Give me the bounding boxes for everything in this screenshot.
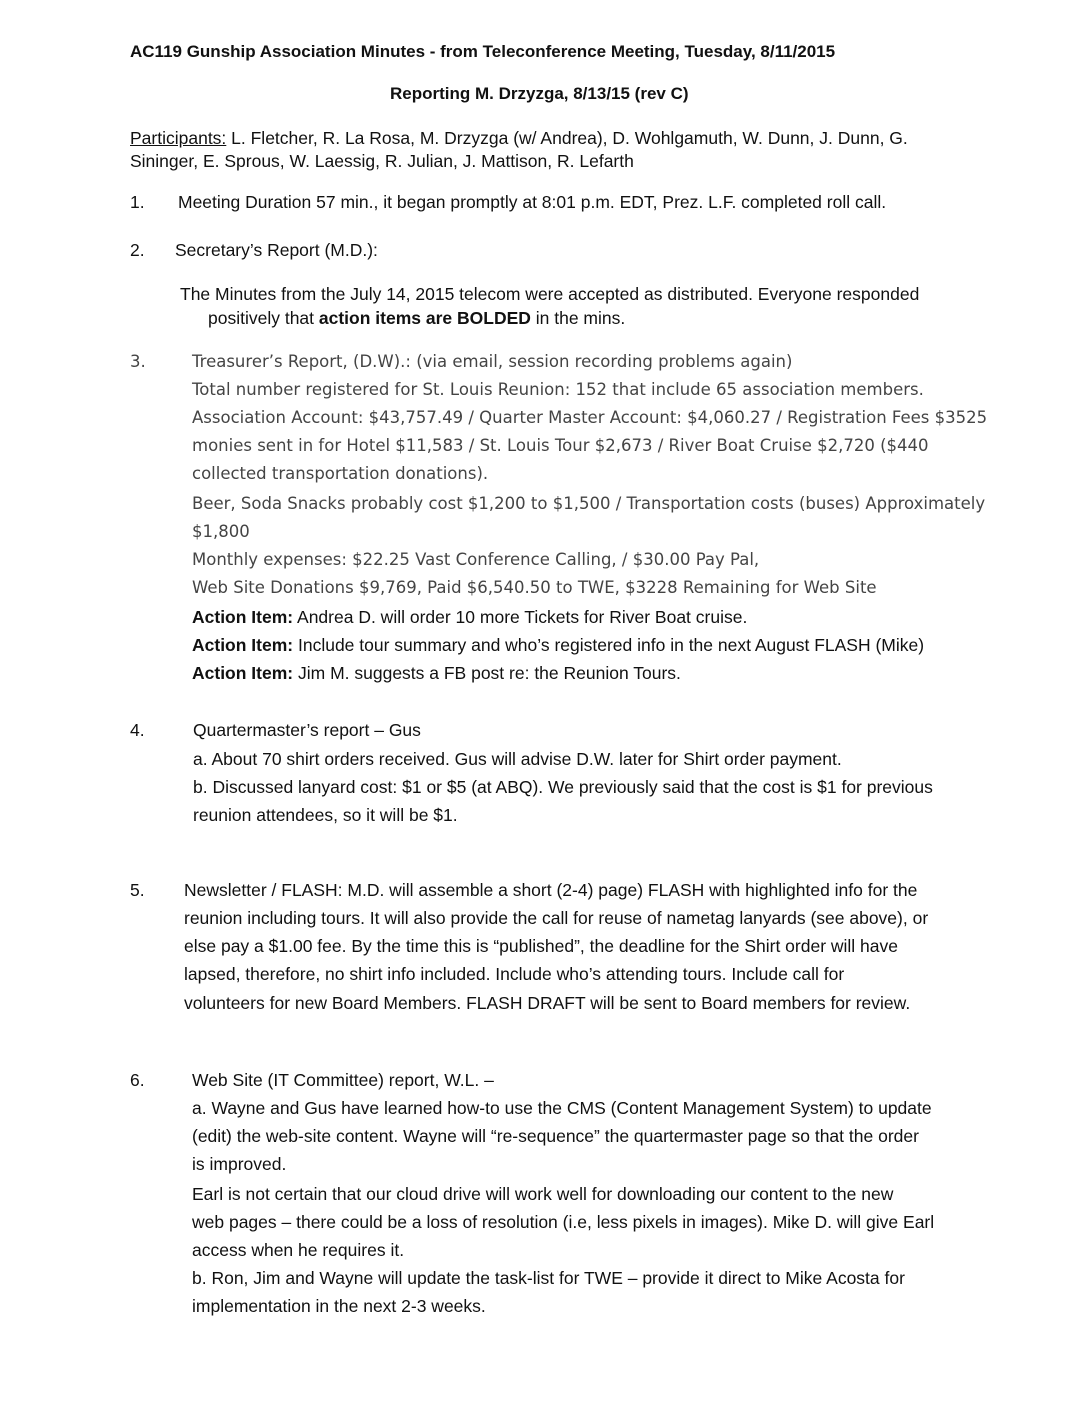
item-3-number: 3. (130, 352, 146, 371)
item-2-bold-phrase: action items are BOLDED (318, 308, 531, 328)
action-item-2-text: Include tour summary and who’s registered info in the next August FLASH (Mike) (293, 635, 925, 655)
item-2-heading: Secretary’s Report (M.D.): (175, 240, 378, 260)
participants-line-2: Sininger, E. Sprous, W. Laessig, R. Julian, J. Mattison, R. Lefarth (130, 151, 634, 171)
item-3-line-8: Web Site Donations $9,769, Paid $6,540.50 to TWE, $3228 Remaining for Web Site (192, 578, 877, 597)
item-6-a-line-2: (edit) the web-site content. Wayne will “re-sequence” the quartermaster page so that the order (192, 1126, 919, 1146)
item-3-line-7: Monthly expenses: $22.25 Vast Conference Calling, / $30.00 Pay Pal, (192, 550, 760, 569)
item-3-heading: Treasurer’s Report, (D.W).: (via email, session recording problems again) (192, 352, 793, 371)
item-2-line-1: The Minutes from the July 14, 2015 telecom were accepted as distributed. Everyone responded (180, 284, 920, 304)
item-5-line-1: Newsletter / FLASH: M.D. will assemble a short (2-4) page) FLASH with highlighted info for the (184, 880, 918, 900)
item-3-line-6: $1,800 (192, 522, 250, 541)
item-2-line-2c: in the mins. (530, 308, 626, 328)
document-subtitle: Reporting M. Drzyzga, 8/13/15 (rev C) (390, 84, 689, 103)
item-6-heading: Web Site (IT Committee) report, W.L. – (192, 1070, 494, 1090)
item-3-line-1: Total number registered for St. Louis Reunion: 152 that include 65 association members. (192, 380, 924, 399)
item-1-text: Meeting Duration 57 min., it began promptly at 8:01 p.m. EDT, Prez. L.F. completed roll call. (178, 192, 887, 212)
participants-text-1: L. Fletcher, R. La Rosa, M. Drzyzga (w/ Andrea), D. Wohlgamuth, W. Dunn, J. Dunn, G. (226, 128, 908, 148)
item-3-line-3: monies sent in for Hotel $11,583 / St. Louis Tour $2,673 / River Boat Cruise $2,720 ($440 (192, 436, 929, 455)
item-2-number: 2. (130, 240, 145, 260)
action-item-1-text: Andrea D. will order 10 more Tickets for River Boat cruise. (293, 607, 748, 627)
action-item-1 (192, 603, 747, 631)
item-5-line-3: else pay a $1.00 fee. By the time this is “published”, the deadline for the Shirt order will have (184, 936, 899, 956)
item-6-a-line-3: is improved. (192, 1154, 287, 1174)
action-item-2 (192, 631, 924, 659)
item-3-line-5: Beer, Soda Snacks probably cost $1,200 to $1,500 / Transportation costs (buses) Approximately (192, 494, 986, 513)
item-6-b-line-1: b. Ron, Jim and Wayne will update the task-list for TWE – provide it direct to Mike Acosta for (192, 1268, 905, 1288)
document-title: AC119 Gunship Association Minutes - from Teleconference Meeting, Tuesday, 8/11/2015 (130, 42, 836, 61)
item-3-line-4: collected transportation donations). (192, 464, 489, 483)
item-6-earl-line-3: access when he requires it. (192, 1240, 405, 1260)
item-5-line-2: reunion including tours. It will also provide the call for reuse of nametag lanyards (see above), or (184, 908, 929, 928)
item-5-line-4: lapsed, therefore, no shirt info included. Include who’s attending tours. Include call for (184, 964, 845, 984)
item-4-a: a. About 70 shirt orders received. Gus will advise D.W. later for Shirt order payment. (193, 749, 842, 769)
item-6-a-line-1: a. Wayne and Gus have learned how-to use the CMS (Content Management System) to update (192, 1098, 932, 1118)
item-6-number: 6. (130, 1070, 145, 1090)
participants-label: Participants: (130, 128, 227, 148)
item-1-number: 1. (130, 192, 145, 212)
action-item-3-label: Action Item: (192, 663, 294, 683)
item-5-line-5: volunteers for new Board Members. FLASH DRAFT will be sent to Board members for review. (184, 993, 911, 1013)
action-item-3 (192, 659, 681, 687)
item-4-b-line-2: reunion attendees, so it will be $1. (193, 805, 458, 825)
item-6-b-line-2: implementation in the next 2-3 weeks. (192, 1296, 486, 1316)
action-item-2-label: Action Item: (192, 635, 294, 655)
item-3-line-2: Association Account: $43,757.49 / Quarter Master Account: $4,060.27 / Registration Fees $3525 (192, 408, 988, 427)
action-item-3-text: Jim M. suggests a FB post re: the Reunion Tours. (293, 663, 681, 683)
item-4-heading: Quartermaster’s report – Gus (193, 720, 421, 740)
item-2-line-2 (208, 304, 625, 332)
item-6-earl-line-2: web pages – there could be a loss of resolution (i.e, less pixels in images). Mike D. will give Earl (192, 1212, 935, 1232)
item-6-earl-line-1: Earl is not certain that our cloud drive will work well for downloading our content to the new (192, 1184, 894, 1204)
item-2-line-2a: positively that (208, 308, 319, 328)
action-item-1-label: Action Item: (192, 607, 294, 627)
item-5-number: 5. (130, 880, 145, 900)
item-4-b-line-1: b. Discussed lanyard cost: $1 or $5 (at ABQ). We previously said that the cost is $1 for previous (193, 777, 933, 797)
item-4-number: 4. (130, 720, 145, 740)
